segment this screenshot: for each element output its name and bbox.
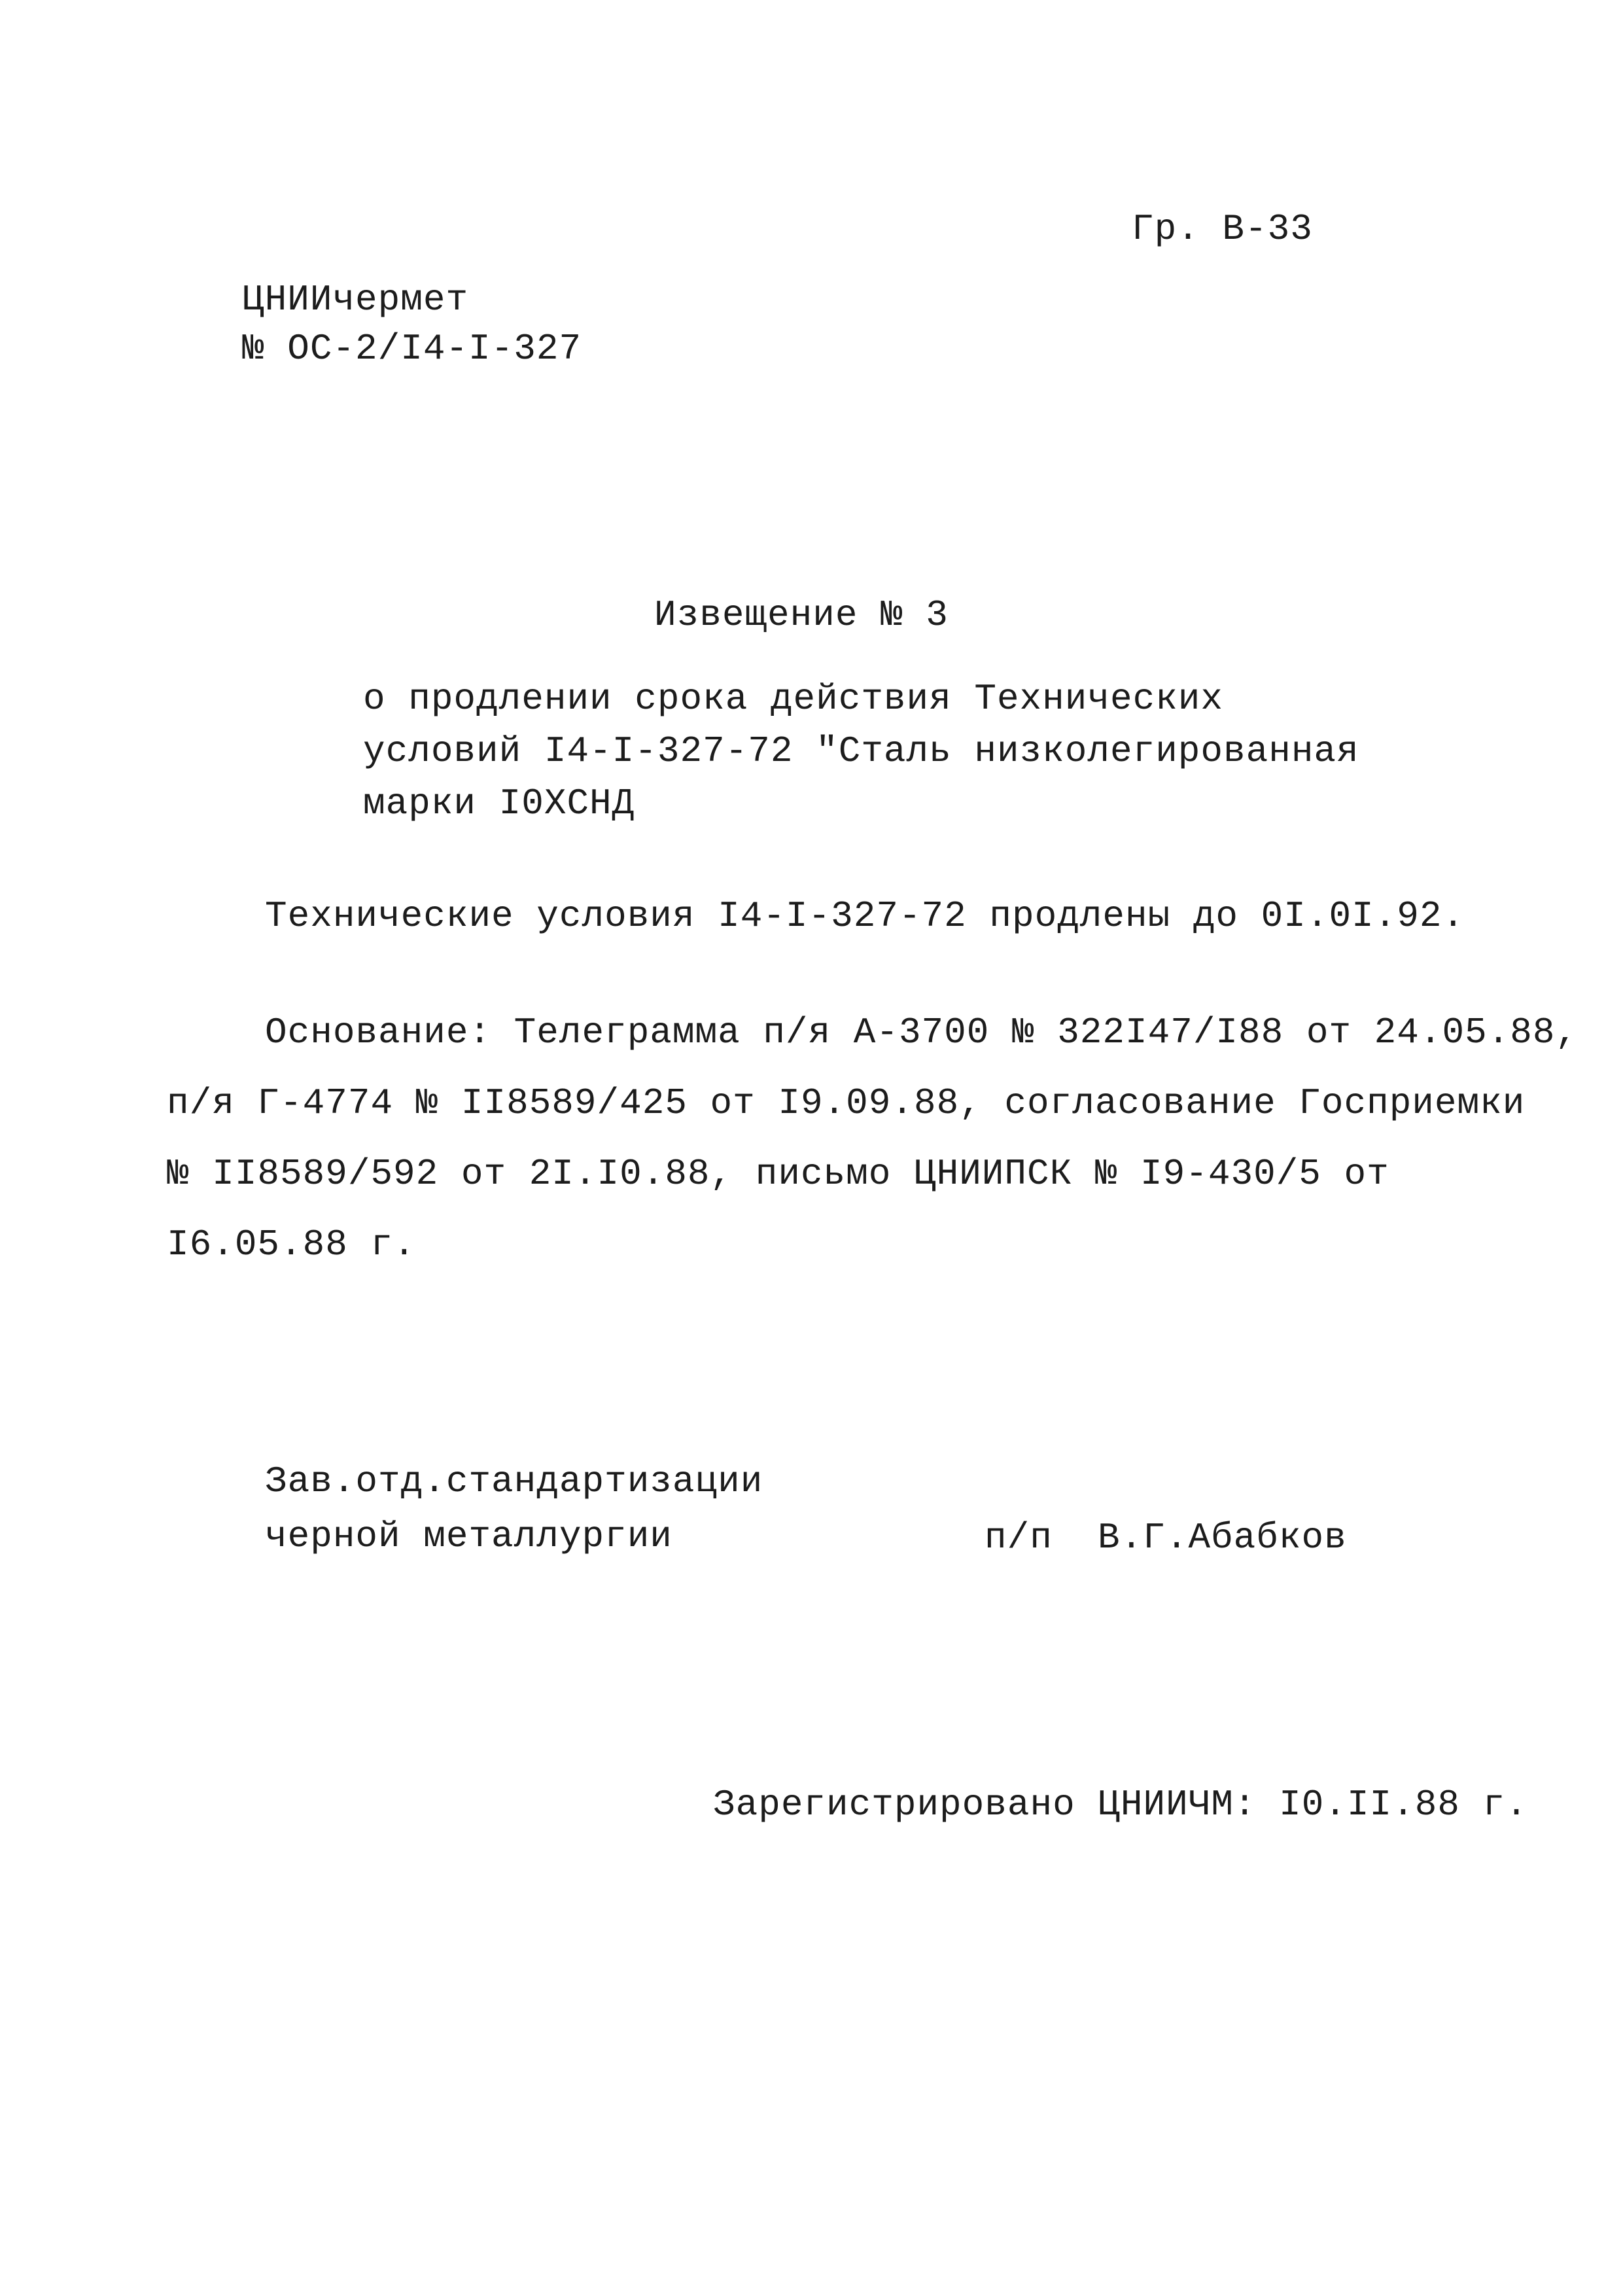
signatory-position: Зав.отд.стандартизации bbox=[265, 1460, 763, 1502]
registration-note: Зарегистрировано ЦНИИЧМ: I0.II.88 г. bbox=[713, 1784, 1528, 1826]
basis-line: Основание: Телеграмма п/я А-3700 № 322I47/I88 от 24.05.88, bbox=[265, 1012, 1579, 1053]
group-code: Гр. В-33 bbox=[1132, 208, 1313, 250]
signatory-position: черной металлургии bbox=[265, 1515, 672, 1557]
signatory-name: п/п В.Г.Абабков bbox=[985, 1517, 1347, 1559]
basis-line: № II8589/592 от 2I.I0.88, письмо ЦНИИПСК № I9-430/5 от bbox=[167, 1153, 1389, 1195]
notice-subject-line: условий I4-I-327-72 "Сталь низколегированная bbox=[363, 730, 1359, 772]
extension-statement: Технические условия I4-I-327-72 продлены до 0I.0I.92. bbox=[265, 895, 1465, 937]
document-number: № ОС-2/I4-I-327 bbox=[242, 328, 582, 370]
basis-line: I6.05.88 г. bbox=[167, 1224, 416, 1265]
notice-title: Извещение № 3 bbox=[654, 594, 949, 636]
organization-name: ЦНИИчермет bbox=[242, 279, 469, 321]
notice-subject-line: марки I0ХСНД bbox=[363, 783, 635, 824]
notice-subject-line: о продлении срока действия Технических bbox=[363, 678, 1224, 720]
basis-line: п/я Г-4774 № II8589/425 от I9.09.88, согласование Госприемки bbox=[167, 1082, 1526, 1124]
